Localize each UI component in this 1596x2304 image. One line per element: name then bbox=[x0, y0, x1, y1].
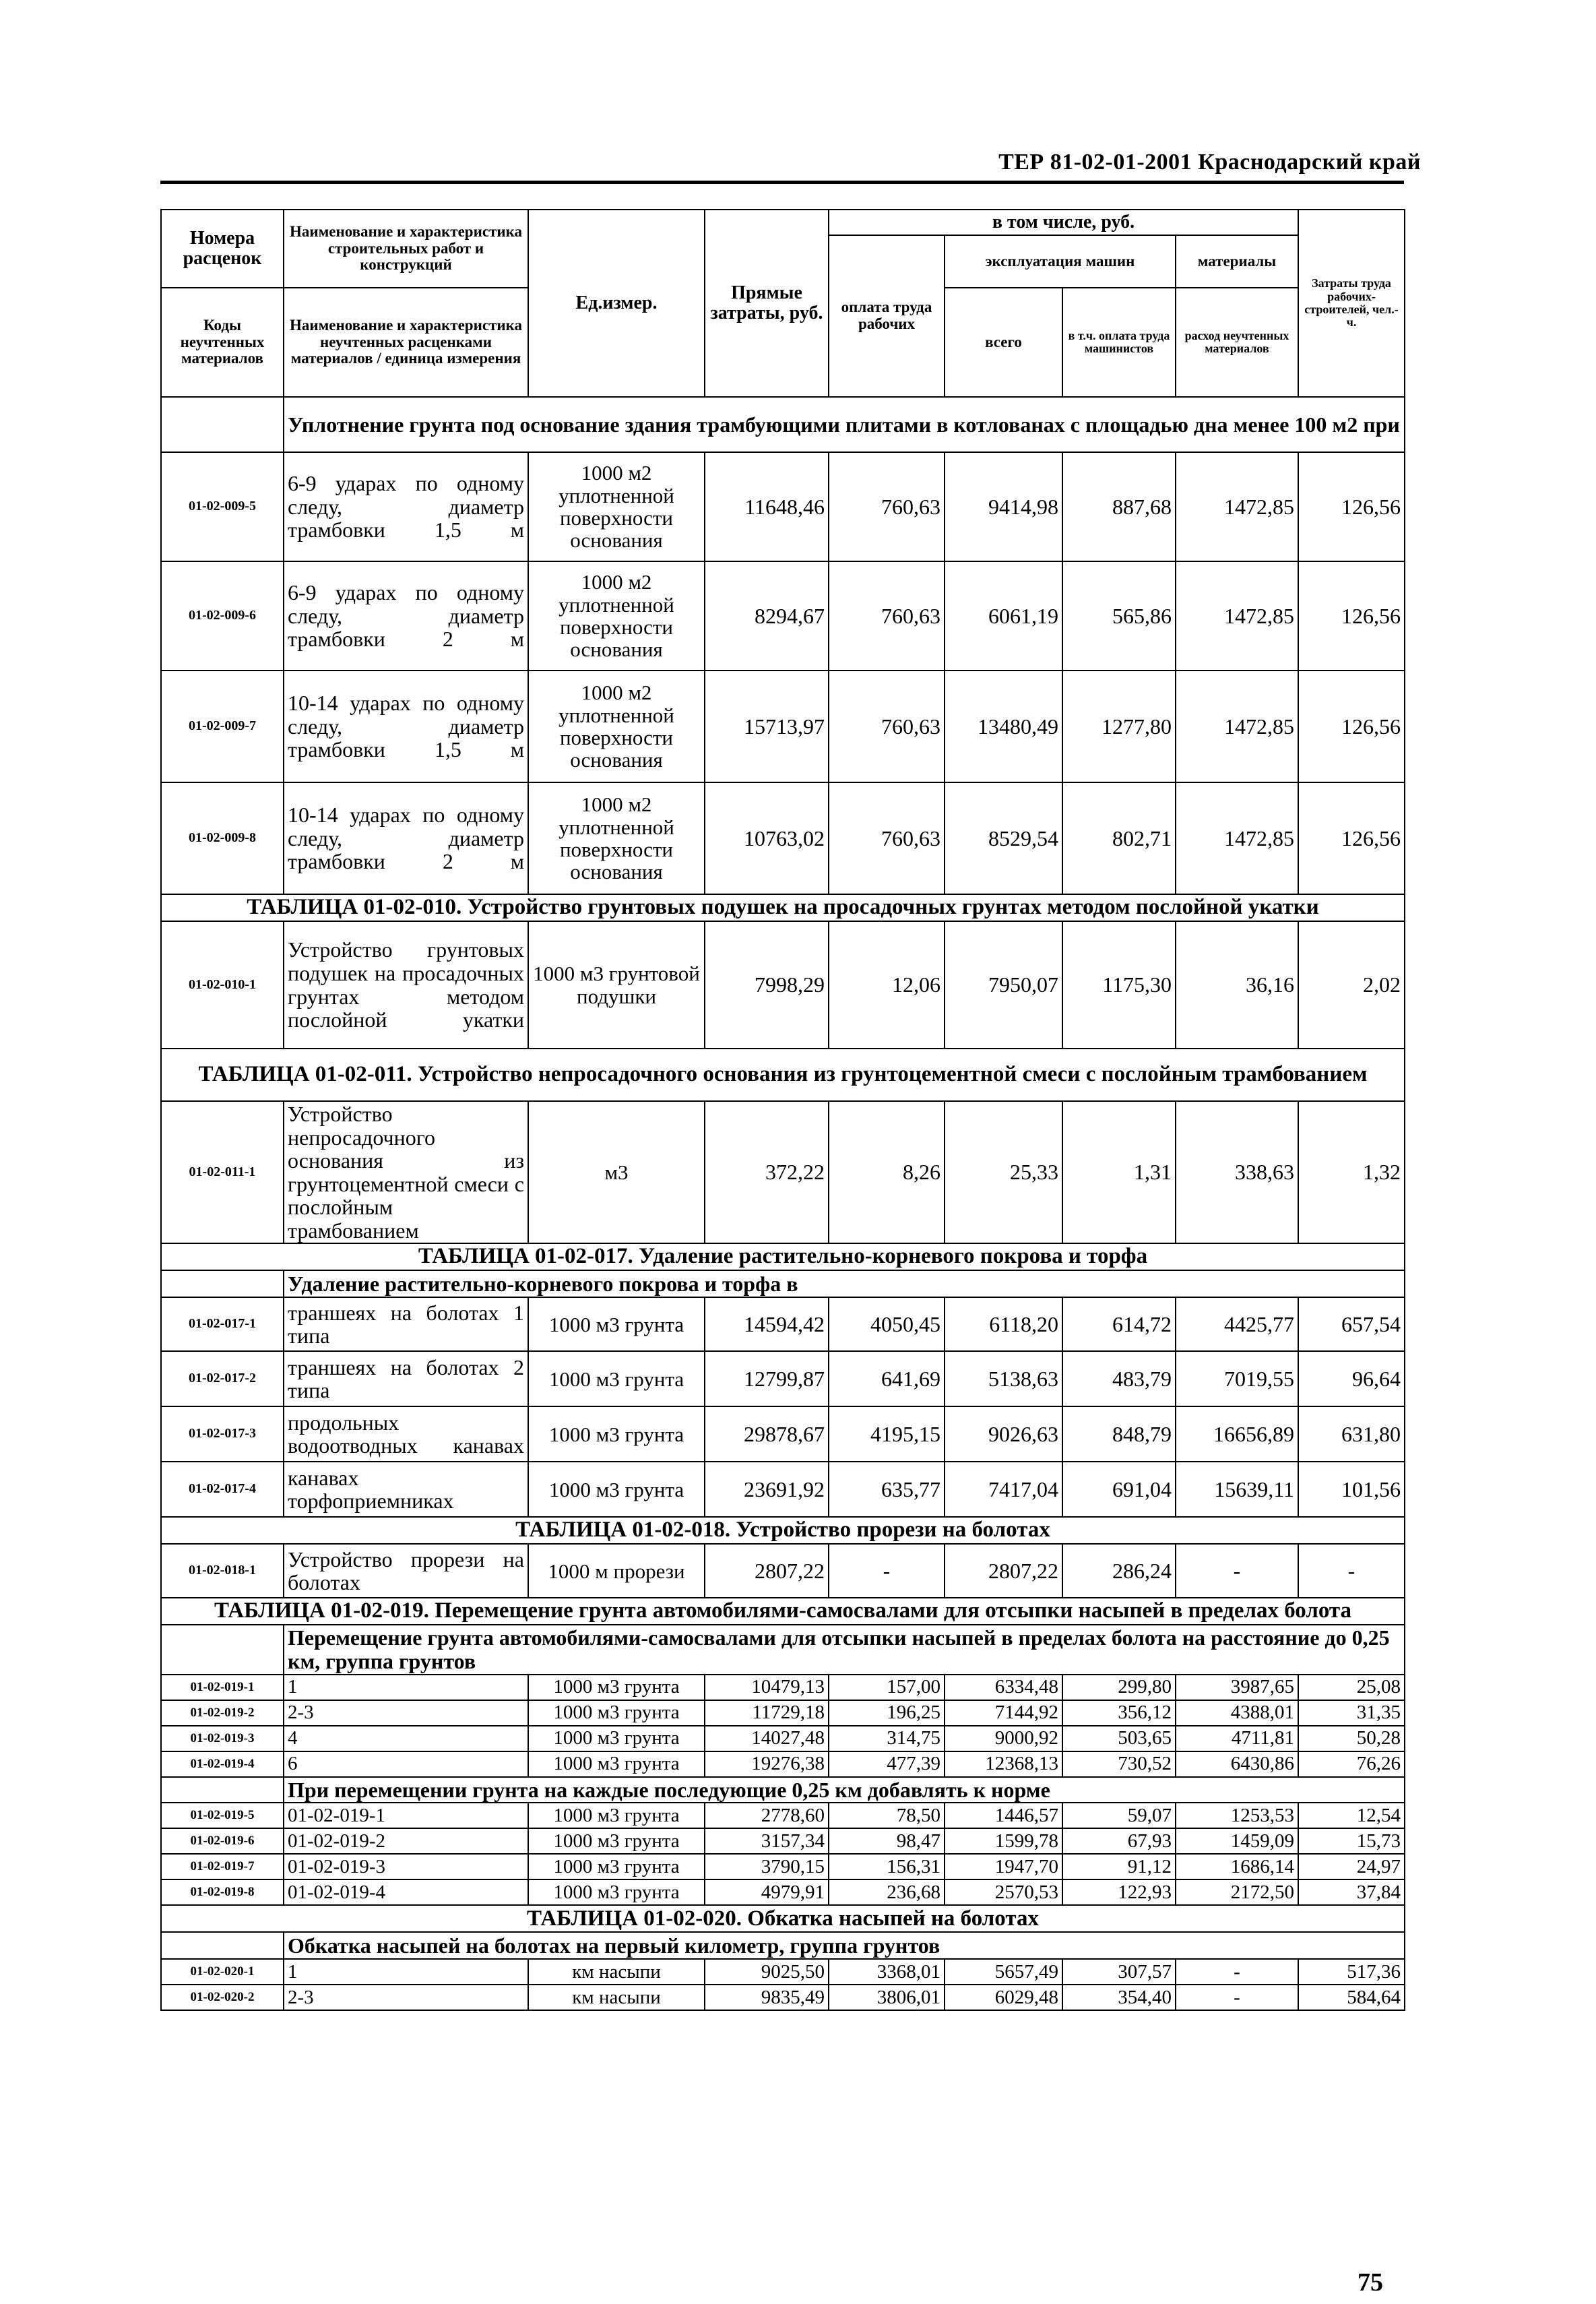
value-direct: 15713,97 bbox=[705, 671, 829, 782]
value-machinist: 691,04 bbox=[1062, 1462, 1176, 1517]
col-labor-pay-header: оплата труда рабочих bbox=[829, 235, 945, 397]
work-name: 6-9 ударах по одному следу, диаметр трамбовки 1,5 м bbox=[284, 452, 528, 561]
rate-code: 01-02-009-6 bbox=[161, 561, 284, 671]
unit: 1000 м3 грунта bbox=[528, 1726, 705, 1751]
work-name: 1 bbox=[284, 1959, 528, 1985]
col-name-sub-header: Наименование и характеристика неучтенных расценками материалов / единица измерения bbox=[284, 288, 528, 397]
table-title: ТАБЛИЦА 01-02-018. Устройство прорези на болотах bbox=[161, 1517, 1405, 1544]
table-row bbox=[161, 671, 1405, 782]
value-machinist: 887,68 bbox=[1062, 452, 1176, 561]
value-mat: 1472,85 bbox=[1176, 782, 1298, 894]
col-including-header: в том числе, руб. bbox=[829, 210, 1298, 235]
table-row bbox=[161, 1985, 1405, 2010]
unit: 1000 м2 уплотненной поверхности основания bbox=[528, 452, 705, 561]
work-name: 01-02-019-3 bbox=[284, 1854, 528, 1879]
unit: 1000 м3 грунта bbox=[528, 1751, 705, 1777]
rate-code: 01-02-019-7 bbox=[161, 1854, 284, 1879]
value-mach: 9026,63 bbox=[945, 1406, 1062, 1462]
value-machinist: 286,24 bbox=[1062, 1544, 1176, 1598]
rate-code: 01-02-019-6 bbox=[161, 1828, 284, 1854]
unit: 1000 м прорези bbox=[528, 1544, 705, 1598]
value-cost: 584,64 bbox=[1298, 1985, 1405, 2010]
page-number: 75 bbox=[1358, 2268, 1383, 2297]
table-row bbox=[161, 1803, 1405, 1828]
work-name: 2-3 bbox=[284, 1700, 528, 1726]
value-mat: 1472,85 bbox=[1176, 671, 1298, 782]
value-direct: 7998,29 bbox=[705, 921, 829, 1049]
value-direct: 29878,67 bbox=[705, 1406, 829, 1462]
table-row bbox=[161, 1544, 1405, 1598]
value-labor: 635,77 bbox=[829, 1462, 945, 1517]
table-title-row bbox=[161, 1243, 1405, 1270]
value-labor: 477,39 bbox=[829, 1751, 945, 1777]
value-labor: 4195,15 bbox=[829, 1406, 945, 1462]
value-cost: 96,64 bbox=[1298, 1351, 1405, 1406]
value-direct: 14027,48 bbox=[705, 1726, 829, 1751]
value-labor: 196,25 bbox=[829, 1700, 945, 1726]
col-name-header: Наименование и характеристика строительных работ и конструкций bbox=[284, 210, 528, 288]
rate-code: 01-02-009-5 bbox=[161, 452, 284, 561]
col-codes-sub-header: Коды неучтенных материалов bbox=[161, 288, 284, 397]
section-spacer bbox=[161, 1625, 284, 1675]
rate-code: 01-02-010-1 bbox=[161, 921, 284, 1049]
value-mat: 3987,65 bbox=[1176, 1675, 1298, 1700]
table-row bbox=[161, 1751, 1405, 1777]
col-machines-header: эксплуатация машин bbox=[945, 235, 1176, 288]
value-mach: 25,33 bbox=[945, 1101, 1062, 1243]
value-labor: 157,00 bbox=[829, 1675, 945, 1700]
col-machines-total-header: всего bbox=[945, 288, 1062, 397]
value-labor: 3368,01 bbox=[829, 1959, 945, 1985]
value-direct: 9835,49 bbox=[705, 1985, 829, 2010]
value-mat: 4711,81 bbox=[1176, 1726, 1298, 1751]
col-unaccounted-header: расход неучтенных материалов bbox=[1176, 288, 1298, 397]
unit: 1000 м2 уплотненной поверхности основания bbox=[528, 782, 705, 894]
value-mat: 1472,85 bbox=[1176, 561, 1298, 671]
value-direct: 2807,22 bbox=[705, 1544, 829, 1598]
table-title-row bbox=[161, 1049, 1405, 1101]
value-mat: 338,63 bbox=[1176, 1101, 1298, 1243]
value-labor: - bbox=[829, 1544, 945, 1598]
rate-code: 01-02-017-2 bbox=[161, 1351, 284, 1406]
table-row bbox=[161, 561, 1405, 671]
value-labor: 760,63 bbox=[829, 671, 945, 782]
value-mach: 6061,19 bbox=[945, 561, 1062, 671]
value-labor: 4050,45 bbox=[829, 1297, 945, 1351]
work-name: 01-02-019-2 bbox=[284, 1828, 528, 1854]
value-mat: 6430,86 bbox=[1176, 1751, 1298, 1777]
value-mat: - bbox=[1176, 1959, 1298, 1985]
work-name: 01-02-019-1 bbox=[284, 1803, 528, 1828]
table-title-row bbox=[161, 1598, 1405, 1625]
value-machinist: 299,80 bbox=[1062, 1675, 1176, 1700]
value-mach: 9414,98 bbox=[945, 452, 1062, 561]
value-labor: 3806,01 bbox=[829, 1985, 945, 2010]
table-title: ТАБЛИЦА 01-02-020. Обкатка насыпей на болотах bbox=[161, 1905, 1405, 1932]
work-name: продольных водоотводных канавах bbox=[284, 1406, 528, 1462]
value-labor: 98,47 bbox=[829, 1828, 945, 1854]
table-title: ТАБЛИЦА 01-02-011. Устройство непросадочного основания из грунтоцементной смеси с послойным трамбованием bbox=[161, 1049, 1405, 1101]
section-spacer bbox=[161, 1777, 284, 1803]
unit: 1000 м2 уплотненной поверхности основания bbox=[528, 671, 705, 782]
value-direct: 10763,02 bbox=[705, 782, 829, 894]
value-mat: 15639,11 bbox=[1176, 1462, 1298, 1517]
value-cost: 15,73 bbox=[1298, 1828, 1405, 1854]
value-cost: 1,32 bbox=[1298, 1101, 1405, 1243]
value-mach: 9000,92 bbox=[945, 1726, 1062, 1751]
unit: 1000 м3 грунта bbox=[528, 1462, 705, 1517]
work-name: 6 bbox=[284, 1751, 528, 1777]
rate-code: 01-02-017-4 bbox=[161, 1462, 284, 1517]
value-mach: 6029,48 bbox=[945, 1985, 1062, 2010]
value-direct: 19276,38 bbox=[705, 1751, 829, 1777]
table-row bbox=[161, 1297, 1405, 1351]
value-mat: 1472,85 bbox=[1176, 452, 1298, 561]
value-direct: 23691,92 bbox=[705, 1462, 829, 1517]
value-cost: 12,54 bbox=[1298, 1803, 1405, 1828]
value-mat: 4425,77 bbox=[1176, 1297, 1298, 1351]
section-row bbox=[161, 1625, 1405, 1675]
unit: 1000 м3 грунта bbox=[528, 1406, 705, 1462]
table-row bbox=[161, 921, 1405, 1049]
value-mach: 6334,48 bbox=[945, 1675, 1062, 1700]
value-cost: 126,56 bbox=[1298, 561, 1405, 671]
table-row bbox=[161, 1726, 1405, 1751]
section-spacer bbox=[161, 1270, 284, 1297]
rate-code: 01-02-011-1 bbox=[161, 1101, 284, 1243]
value-mach: 5138,63 bbox=[945, 1351, 1062, 1406]
rate-code: 01-02-009-7 bbox=[161, 671, 284, 782]
value-mach: 12368,13 bbox=[945, 1751, 1062, 1777]
table-row bbox=[161, 1854, 1405, 1879]
value-labor: 641,69 bbox=[829, 1351, 945, 1406]
value-labor: 12,06 bbox=[829, 921, 945, 1049]
unit: 1000 м3 грунта bbox=[528, 1351, 705, 1406]
value-mat: 7019,55 bbox=[1176, 1351, 1298, 1406]
value-machinist: 730,52 bbox=[1062, 1751, 1176, 1777]
rate-code: 01-02-020-2 bbox=[161, 1985, 284, 2010]
rates-table bbox=[160, 209, 1405, 2011]
value-machinist: 67,93 bbox=[1062, 1828, 1176, 1854]
value-mach: 8529,54 bbox=[945, 782, 1062, 894]
value-mach: 1599,78 bbox=[945, 1828, 1062, 1854]
value-labor: 760,63 bbox=[829, 782, 945, 894]
value-mach: 7417,04 bbox=[945, 1462, 1062, 1517]
value-machinist: 307,57 bbox=[1062, 1959, 1176, 1985]
work-name: 6-9 ударах по одному следу, диаметр трамбовки 2 м bbox=[284, 561, 528, 671]
value-mach: 7144,92 bbox=[945, 1700, 1062, 1726]
rate-code: 01-02-019-4 bbox=[161, 1751, 284, 1777]
unit: 1000 м3 грунта bbox=[528, 1675, 705, 1700]
value-direct: 12799,87 bbox=[705, 1351, 829, 1406]
value-direct: 11648,46 bbox=[705, 452, 829, 561]
table-title-row bbox=[161, 1905, 1405, 1932]
section-title: При перемещении грунта на каждые последующие 0,25 км добавлять к норме bbox=[284, 1777, 1405, 1803]
value-mat: - bbox=[1176, 1985, 1298, 2010]
rate-code: 01-02-019-3 bbox=[161, 1726, 284, 1751]
work-name: 2-3 bbox=[284, 1985, 528, 2010]
value-cost: 76,26 bbox=[1298, 1751, 1405, 1777]
value-direct: 4979,91 bbox=[705, 1879, 829, 1905]
section-title: Уплотнение грунта под основание здания трамбующими плитами в котлованах с площадью дна менее 100 м2 при bbox=[284, 397, 1405, 452]
value-machinist: 1,31 bbox=[1062, 1101, 1176, 1243]
value-direct: 11729,18 bbox=[705, 1700, 829, 1726]
value-mach: 13480,49 bbox=[945, 671, 1062, 782]
value-mat: 1686,14 bbox=[1176, 1854, 1298, 1879]
rate-code: 01-02-017-1 bbox=[161, 1297, 284, 1351]
value-machinist: 503,65 bbox=[1062, 1726, 1176, 1751]
section-spacer bbox=[161, 397, 284, 452]
work-name: канавах торфоприемниках bbox=[284, 1462, 528, 1517]
section-row bbox=[161, 1270, 1405, 1297]
section-title: Удаление растительно-корневого покрова и торфа в bbox=[284, 1270, 1405, 1297]
value-direct: 372,22 bbox=[705, 1101, 829, 1243]
unit: км насыпи bbox=[528, 1985, 705, 2010]
value-direct: 9025,50 bbox=[705, 1959, 829, 1985]
section-row bbox=[161, 1932, 1405, 1959]
table-title: ТАБЛИЦА 01-02-017. Удаление растительно-корневого покрова и торфа bbox=[161, 1243, 1405, 1270]
table-title: ТАБЛИЦА 01-02-019. Перемещение грунта автомобилями-самосвалами для отсыпки насыпей в пределах болота bbox=[161, 1598, 1405, 1625]
value-cost: 126,56 bbox=[1298, 452, 1405, 561]
work-name: Устройство непросадочного основания из грунтоцементной смеси с послойным трамбованием bbox=[284, 1101, 528, 1243]
value-machinist: 59,07 bbox=[1062, 1803, 1176, 1828]
value-mat: - bbox=[1176, 1544, 1298, 1598]
value-labor: 760,63 bbox=[829, 561, 945, 671]
unit: км насыпи bbox=[528, 1959, 705, 1985]
value-labor: 760,63 bbox=[829, 452, 945, 561]
value-machinist: 122,93 bbox=[1062, 1879, 1176, 1905]
unit: 1000 м3 грунта bbox=[528, 1803, 705, 1828]
work-name: 10-14 ударах по одному следу, диаметр трамбовки 2 м bbox=[284, 782, 528, 894]
col-machinist-pay-header: в т.ч. оплата труда машинистов bbox=[1062, 288, 1176, 397]
value-machinist: 356,12 bbox=[1062, 1700, 1176, 1726]
col-labor-cost-header: Затраты труда рабочих-строителей, чел.-ч. bbox=[1298, 210, 1405, 397]
value-machinist: 1277,80 bbox=[1062, 671, 1176, 782]
col-codes-header: Номера расценок bbox=[161, 210, 284, 288]
value-cost: 517,36 bbox=[1298, 1959, 1405, 1985]
unit: м3 bbox=[528, 1101, 705, 1243]
table-row bbox=[161, 452, 1405, 561]
document-header: ТЕР 81-02-01-2001 Краснодарский край bbox=[998, 150, 1421, 175]
section-row bbox=[161, 397, 1405, 452]
value-labor: 8,26 bbox=[829, 1101, 945, 1243]
work-name: 4 bbox=[284, 1726, 528, 1751]
work-name: Устройство прорези на болотах bbox=[284, 1544, 528, 1598]
value-mat: 4388,01 bbox=[1176, 1700, 1298, 1726]
work-name: 10-14 ударах по одному следу, диаметр трамбовки 1,5 м bbox=[284, 671, 528, 782]
value-mach: 6118,20 bbox=[945, 1297, 1062, 1351]
value-mat: 1253,53 bbox=[1176, 1803, 1298, 1828]
unit: 1000 м3 грунта bbox=[528, 1700, 705, 1726]
value-mach: 2807,22 bbox=[945, 1544, 1062, 1598]
value-direct: 14594,42 bbox=[705, 1297, 829, 1351]
value-labor: 236,68 bbox=[829, 1879, 945, 1905]
col-unit-header: Ед.измер. bbox=[528, 210, 705, 397]
section-title: Обкатка насыпей на болотах на первый километр, группа грунтов bbox=[284, 1932, 1405, 1959]
value-cost: 31,35 bbox=[1298, 1700, 1405, 1726]
section-title: Перемещение грунта автомобилями-самосвалами для отсыпки насыпей в пределах болота на расстояние до 0,25 км, группа грунтов bbox=[284, 1625, 1405, 1675]
unit: 1000 м2 уплотненной поверхности основания bbox=[528, 561, 705, 671]
rate-code: 01-02-019-2 bbox=[161, 1700, 284, 1726]
value-machinist: 848,79 bbox=[1062, 1406, 1176, 1462]
value-mat: 2172,50 bbox=[1176, 1879, 1298, 1905]
table-row bbox=[161, 1462, 1405, 1517]
table-row bbox=[161, 782, 1405, 894]
unit: 1000 м3 грунта bbox=[528, 1854, 705, 1879]
work-name: Устройство грунтовых подушек на просадочных грунтах методом послойной укатки bbox=[284, 921, 528, 1049]
value-cost: 657,54 bbox=[1298, 1297, 1405, 1351]
col-materials-header: материалы bbox=[1176, 235, 1298, 288]
table-title: ТАБЛИЦА 01-02-010. Устройство грунтовых подушек на просадочных грунтах методом послойной укатки bbox=[161, 894, 1405, 921]
rate-code: 01-02-018-1 bbox=[161, 1544, 284, 1598]
value-cost: 37,84 bbox=[1298, 1879, 1405, 1905]
value-machinist: 614,72 bbox=[1062, 1297, 1176, 1351]
value-mat: 16656,89 bbox=[1176, 1406, 1298, 1462]
value-mach: 5657,49 bbox=[945, 1959, 1062, 1985]
value-labor: 78,50 bbox=[829, 1803, 945, 1828]
unit: 1000 м3 грунтовой подушки bbox=[528, 921, 705, 1049]
value-cost: 126,56 bbox=[1298, 782, 1405, 894]
value-direct: 3790,15 bbox=[705, 1854, 829, 1879]
value-direct: 3157,34 bbox=[705, 1828, 829, 1854]
value-direct: 8294,67 bbox=[705, 561, 829, 671]
value-mat: 1459,09 bbox=[1176, 1828, 1298, 1854]
work-name: 1 bbox=[284, 1675, 528, 1700]
table-row bbox=[161, 1959, 1405, 1985]
header-rule bbox=[160, 181, 1404, 184]
unit: 1000 м3 грунта bbox=[528, 1828, 705, 1854]
value-machinist: 354,40 bbox=[1062, 1985, 1176, 2010]
value-direct: 2778,60 bbox=[705, 1803, 829, 1828]
value-cost: 101,56 bbox=[1298, 1462, 1405, 1517]
rate-code: 01-02-019-8 bbox=[161, 1879, 284, 1905]
work-name: траншеях на болотах 2 типа bbox=[284, 1351, 528, 1406]
work-name: 01-02-019-4 bbox=[284, 1879, 528, 1905]
value-mat: 36,16 bbox=[1176, 921, 1298, 1049]
table-row bbox=[161, 1675, 1405, 1700]
value-cost: 631,80 bbox=[1298, 1406, 1405, 1462]
value-machinist: 802,71 bbox=[1062, 782, 1176, 894]
value-mach: 7950,07 bbox=[945, 921, 1062, 1049]
value-cost: 2,02 bbox=[1298, 921, 1405, 1049]
value-cost: 25,08 bbox=[1298, 1675, 1405, 1700]
value-cost: 24,97 bbox=[1298, 1854, 1405, 1879]
value-cost: 126,56 bbox=[1298, 671, 1405, 782]
work-name: траншеях на болотах 1 типа bbox=[284, 1297, 528, 1351]
section-row bbox=[161, 1777, 1405, 1803]
rate-code: 01-02-009-8 bbox=[161, 782, 284, 894]
value-machinist: 483,79 bbox=[1062, 1351, 1176, 1406]
value-labor: 314,75 bbox=[829, 1726, 945, 1751]
table-row bbox=[161, 1828, 1405, 1854]
value-labor: 156,31 bbox=[829, 1854, 945, 1879]
unit: 1000 м3 грунта bbox=[528, 1879, 705, 1905]
rate-code: 01-02-019-1 bbox=[161, 1675, 284, 1700]
table-row bbox=[161, 1351, 1405, 1406]
value-machinist: 91,12 bbox=[1062, 1854, 1176, 1879]
value-mach: 2570,53 bbox=[945, 1879, 1062, 1905]
value-cost: - bbox=[1298, 1544, 1405, 1598]
value-direct: 10479,13 bbox=[705, 1675, 829, 1700]
unit: 1000 м3 грунта bbox=[528, 1297, 705, 1351]
table-row bbox=[161, 1879, 1405, 1905]
col-direct-header: Прямые затраты, руб. bbox=[705, 210, 829, 397]
rate-code: 01-02-019-5 bbox=[161, 1803, 284, 1828]
value-machinist: 1175,30 bbox=[1062, 921, 1176, 1049]
value-mach: 1446,57 bbox=[945, 1803, 1062, 1828]
value-mach: 1947,70 bbox=[945, 1854, 1062, 1879]
table-title-row bbox=[161, 1517, 1405, 1544]
table-row bbox=[161, 1406, 1405, 1462]
value-cost: 50,28 bbox=[1298, 1726, 1405, 1751]
rate-code: 01-02-020-1 bbox=[161, 1959, 284, 1985]
value-machinist: 565,86 bbox=[1062, 561, 1176, 671]
section-spacer bbox=[161, 1932, 284, 1959]
table-row bbox=[161, 1101, 1405, 1243]
table-title-row bbox=[161, 894, 1405, 921]
rate-code: 01-02-017-3 bbox=[161, 1406, 284, 1462]
table-row bbox=[161, 1700, 1405, 1726]
